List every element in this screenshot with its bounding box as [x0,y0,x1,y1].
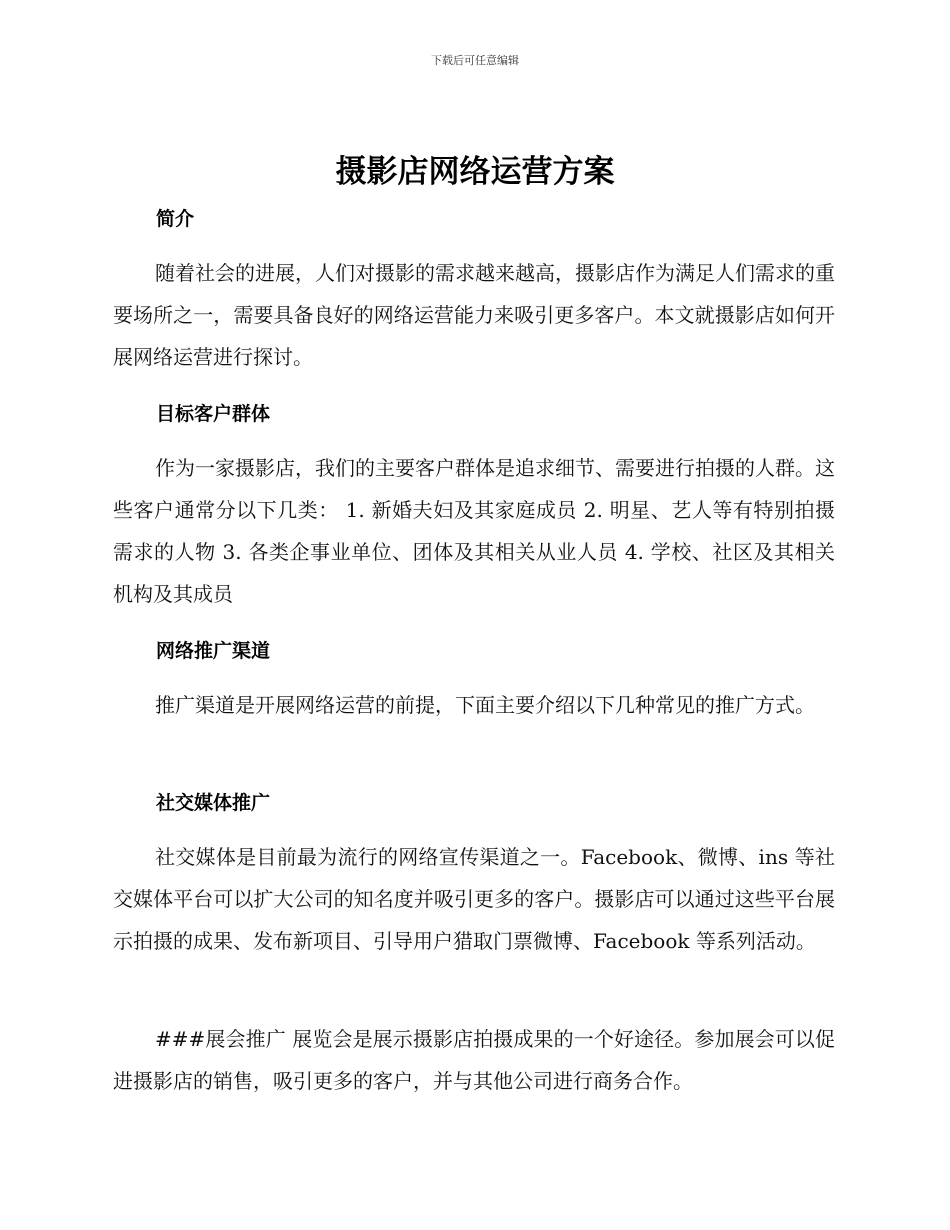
section-paragraph-intro: 随着社会的进展，人们对摄影的需求越来越高，摄影店作为满足人们需求的重要场所之一，需要具备良好的网络运营能力来吸引更多客户。本文就摄影店如何开展网络运营进行探讨。 [113,261,835,369]
section-heading-promotion-channels: 网络推广渠道 [156,640,271,662]
closing-paragraph-exhibition: ###展会推广 展览会是展示摄影店拍摄成果的一个好途径。参加展会可以促进摄影店的销售，吸引更多的客户，并与其他公司进行商务合作。 [113,1027,835,1093]
document-title: 摄影店网络运营方案 [335,154,615,190]
section-heading-target-customers: 目标客户群体 [156,403,271,425]
section-paragraph-promotion-channels: 推广渠道是开展网络运营的前提，下面主要介绍以下几种常见的推广方式。 [155,693,815,717]
section-heading-social-media: 社交媒体推广 [156,792,271,814]
section-paragraph-target-customers: 作为一家摄影店，我们的主要客户群体是追求细节、需要进行拍摄的人群。这些客户通常分以下几类： 1. 新婚夫妇及其家庭成员 2. 明星、艺人等有特别拍摄需求的人物 3. 各类企事业单位、团体及其相关从业人员 4. 学校、社区及其相关机构及其成员 [113,456,835,606]
section-paragraph-social-media: 社交媒体是目前最为流行的网络宣传渠道之一。Facebook、微博、ins 等社交媒体平台可以扩大公司的知名度并吸引更多的客户。摄影店可以通过这些平台展示拍摄的成果、发布新项目、引导用户猎取门票微博、Facebook 等系列活动。 [113,845,835,953]
page-header-note: 下载后可任意编辑 [431,54,519,67]
section-heading-intro: 简介 [156,208,195,230]
